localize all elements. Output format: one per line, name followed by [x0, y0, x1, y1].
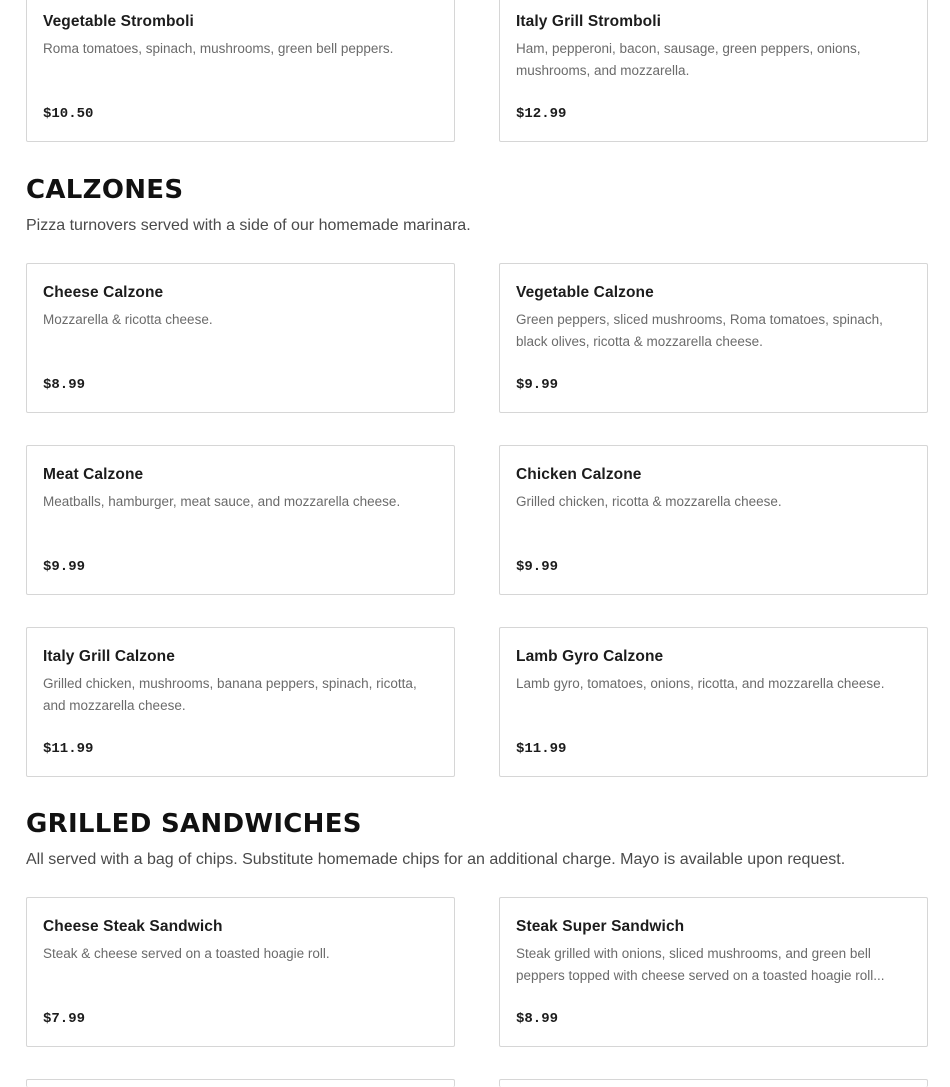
menu-item-card[interactable]	[499, 445, 928, 595]
menu-item-description: Green peppers, sliced mushrooms, Roma tomatoes, spinach, black olives, ricotta & mozzarella cheese.	[516, 312, 883, 349]
section-description-calzones: Pizza turnovers served with a side of our homemade marinara.	[26, 217, 471, 234]
menu-item-card[interactable]	[26, 445, 455, 595]
menu-item-price: $8.99	[516, 1011, 559, 1027]
menu-item-description: Meatballs, hamburger, meat sauce, and mozzarella cheese.	[43, 494, 401, 509]
menu-item-price: $9.99	[516, 377, 559, 393]
menu-item-name: Meat Calzone	[43, 466, 144, 483]
menu-item-price: $9.99	[43, 559, 86, 575]
menu-item-name: Italy Grill Calzone	[43, 648, 175, 665]
menu-item-card[interactable]	[26, 897, 455, 1047]
menu-item-name: Steak Super Sandwich	[516, 918, 685, 935]
menu-item-price: $8.99	[43, 377, 86, 393]
section-title-grilled-sandwiches: GRILLED SANDWICHES	[26, 809, 362, 839]
menu-item-card-partial[interactable]	[26, 1079, 455, 1087]
menu-item-description: Roma tomatoes, spinach, mushrooms, green bell peppers.	[43, 41, 394, 56]
menu-item-description: Lamb gyro, tomatoes, onions, ricotta, and mozzarella cheese.	[516, 676, 885, 691]
menu-item-name: Vegetable Calzone	[516, 284, 654, 301]
menu-item-description: Steak grilled with onions, sliced mushrooms, and green bell peppers topped with cheese served on a toasted hoagie roll...	[516, 946, 885, 983]
menu-item-description: Grilled chicken, mushrooms, banana peppers, spinach, ricotta, and mozzarella cheese.	[43, 676, 417, 713]
menu-item-card[interactable]	[26, 263, 455, 413]
menu-item-description: Ham, pepperoni, bacon, sausage, green peppers, onions, mushrooms, and mozzarella.	[516, 41, 861, 78]
menu-item-card-partial[interactable]	[499, 1079, 928, 1087]
menu-item-description: Grilled chicken, ricotta & mozzarella cheese.	[516, 494, 782, 509]
menu-item-card[interactable]	[499, 0, 928, 142]
menu-item-name: Lamb Gyro Calzone	[516, 648, 664, 665]
menu-item-card[interactable]	[499, 627, 928, 777]
menu-item-card[interactable]	[26, 627, 455, 777]
menu-item-description: Mozzarella & ricotta cheese.	[43, 312, 213, 327]
section-description-grilled-sandwiches: All served with a bag of chips. Substitute homemade chips for an additional charge. Mayo is available upon request.	[26, 851, 846, 868]
menu-item-price: $10.50	[43, 106, 94, 122]
menu-item-price: $11.99	[516, 741, 567, 757]
menu-item-card[interactable]	[499, 263, 928, 413]
menu-item-description: Steak & cheese served on a toasted hoagie roll.	[43, 946, 330, 961]
menu-item-name: Cheese Calzone	[43, 284, 164, 301]
menu-item-card[interactable]	[26, 0, 455, 142]
menu-item-name: Italy Grill Stromboli	[516, 13, 662, 30]
menu-item-card[interactable]	[499, 897, 928, 1047]
section-title-calzones: CALZONES	[26, 175, 184, 205]
menu-item-price: $12.99	[516, 106, 567, 122]
menu-item-name: Chicken Calzone	[516, 466, 642, 483]
menu-item-name: Cheese Steak Sandwich	[43, 918, 223, 935]
menu-item-price: $11.99	[43, 741, 94, 757]
menu-item-price: $9.99	[516, 559, 559, 575]
menu-item-price: $7.99	[43, 1011, 86, 1027]
menu-item-name: Vegetable Stromboli	[43, 13, 194, 30]
